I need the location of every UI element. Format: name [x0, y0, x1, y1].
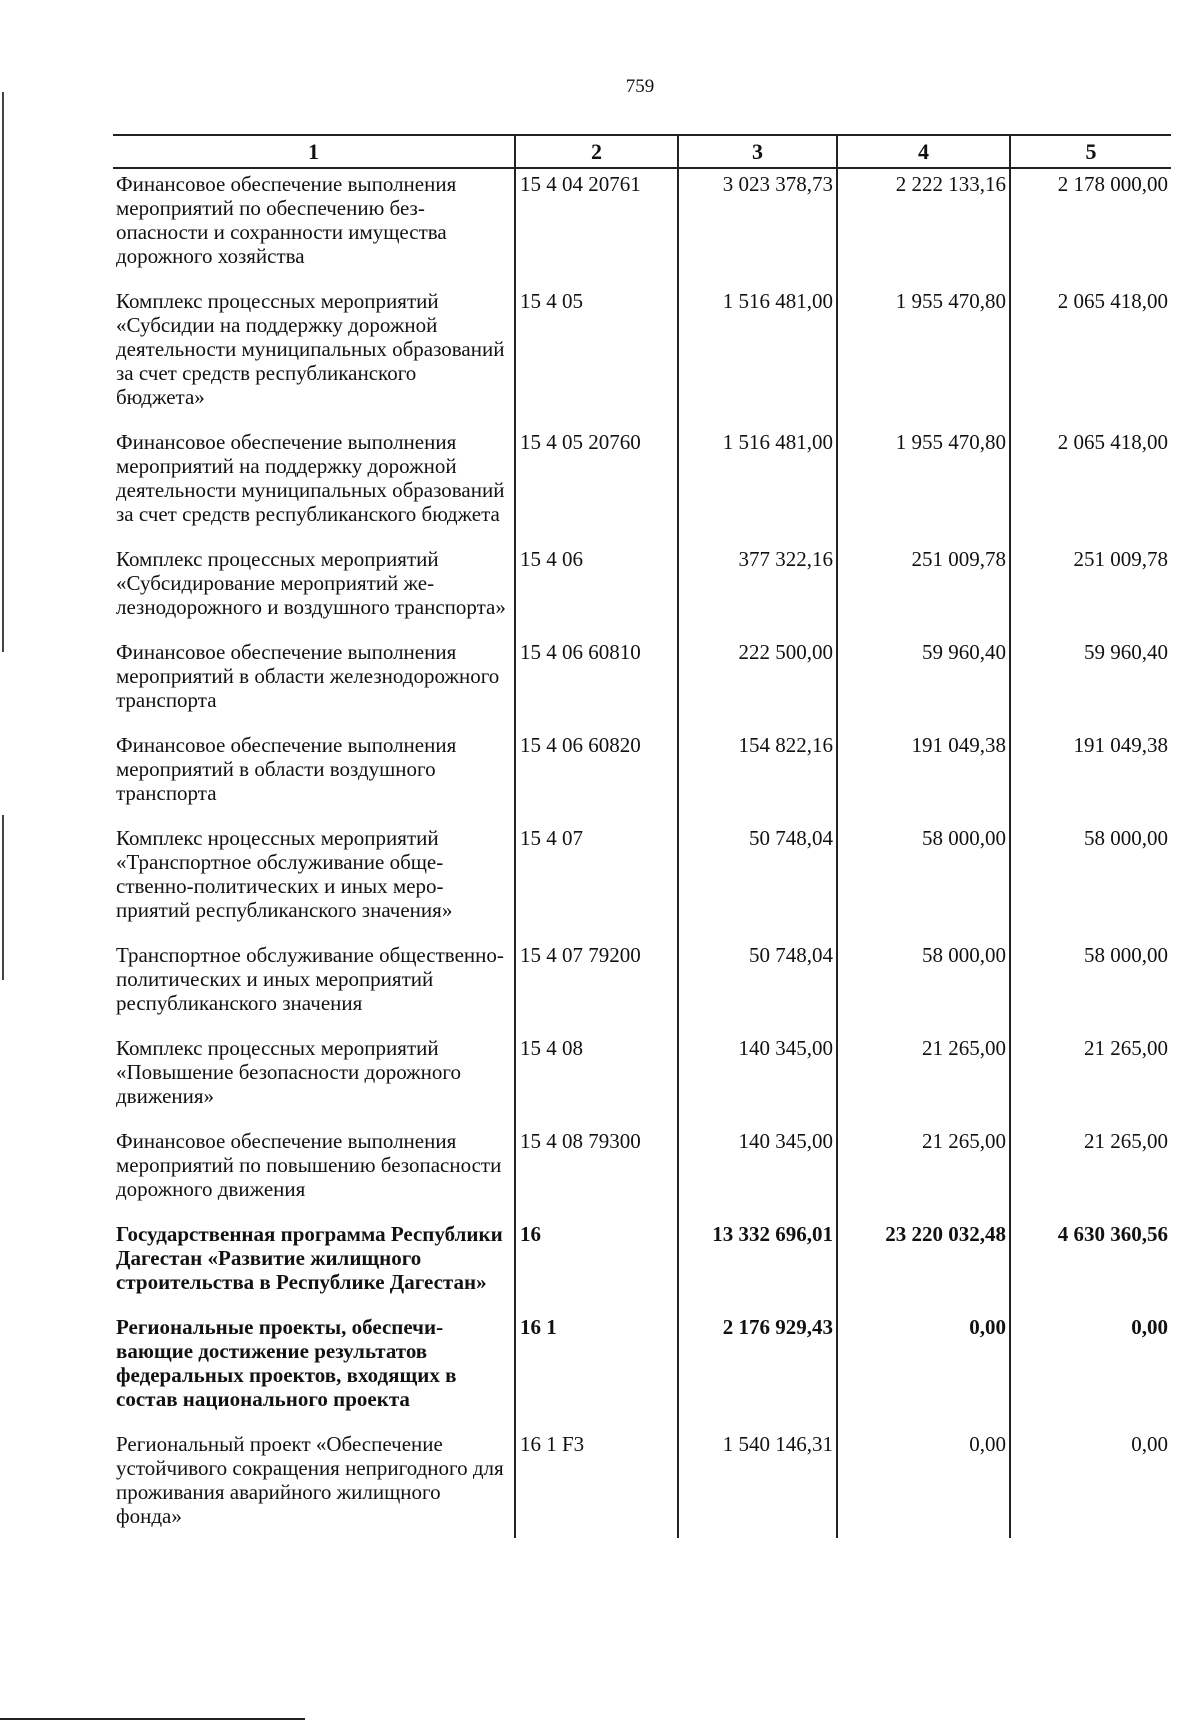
row-value-col3: 377 322,16 — [678, 544, 837, 637]
row-name-cell: Транспортное обслуживание общественно-политических и иных мероприятий республиканского значения — [116, 943, 504, 1015]
row-value-col5: 0,00 — [1010, 1312, 1171, 1429]
table-row — [113, 1126, 1171, 1219]
row-value-col5: 2 065 418,00 — [1010, 286, 1171, 427]
row-value-col3: 1 516 481,00 — [678, 286, 837, 427]
table-row — [113, 1429, 1171, 1538]
table-row — [113, 823, 1171, 940]
row-value-col5: 0,00 — [1010, 1429, 1171, 1538]
row-name-cell: Государственная программа Республики Дагестан «Развитие жилищного строительства в Республике Дагестан» — [116, 1222, 503, 1294]
budget-table — [113, 134, 1171, 1538]
row-value-col4: 2 222 133,16 — [837, 168, 1010, 286]
row-value-col4: 191 049,38 — [837, 730, 1010, 823]
column-header: 5 — [1010, 135, 1171, 168]
table-row — [113, 730, 1171, 823]
table-row — [113, 168, 1171, 286]
row-value-col3: 222 500,00 — [678, 637, 837, 730]
row-code-cell: 16 1 F3 — [515, 1429, 678, 1538]
row-value-col3: 50 748,04 — [678, 823, 837, 940]
row-name-cell: Финансовое обеспечение выполнения мероприятий на поддержку дорожной деятельности муниципальных образований за счет средств республиканского бюджета — [116, 430, 505, 526]
row-name-cell: Региональный проект «Обеспечение устойчивого сокращения непригодного для проживания аварийного жилищного фонда» — [116, 1432, 504, 1528]
row-code-cell: 15 4 08 79300 — [515, 1126, 678, 1219]
row-value-col5: 59 960,40 — [1010, 637, 1171, 730]
row-name-cell: Комплекс процессных мероприятий «Субсидии на поддержку дорожной деятельности муниципальных образований за счет средств республиканского бюджета» — [116, 289, 505, 409]
row-value-col3: 154 822,16 — [678, 730, 837, 823]
table-header-row — [113, 135, 1171, 168]
row-code-cell: 15 4 05 20760 — [515, 427, 678, 544]
row-value-col4: 59 960,40 — [837, 637, 1010, 730]
row-value-col3: 50 748,04 — [678, 940, 837, 1033]
table-row — [113, 286, 1171, 427]
row-name-cell: Финансовое обеспечение выполнения мероприятий по повышению безопасности дорожного движения — [116, 1129, 502, 1201]
row-value-col5: 58 000,00 — [1010, 940, 1171, 1033]
column-header: 4 — [837, 135, 1010, 168]
row-value-col5: 21 265,00 — [1010, 1126, 1171, 1219]
row-name-cell: Финансовое обеспечение выполнения мероприятий в области воздушного транспорта — [116, 733, 457, 805]
row-value-col4: 58 000,00 — [837, 940, 1010, 1033]
row-value-col4: 23 220 032,48 — [837, 1219, 1010, 1312]
table-row — [113, 1033, 1171, 1126]
column-header: 2 — [515, 135, 678, 168]
row-value-col3: 2 176 929,43 — [678, 1312, 837, 1429]
row-code-cell: 16 1 — [515, 1312, 678, 1429]
row-code-cell: 15 4 06 60810 — [515, 637, 678, 730]
row-value-col4: 0,00 — [837, 1312, 1010, 1429]
row-value-col3: 13 332 696,01 — [678, 1219, 837, 1312]
row-value-col5: 191 049,38 — [1010, 730, 1171, 823]
table-row — [113, 427, 1171, 544]
row-name-cell: Комплекс процессных мероприятий «Повышение безопасности дорожного движения» — [116, 1036, 462, 1108]
row-value-col5: 21 265,00 — [1010, 1033, 1171, 1126]
page-number: 759 — [625, 76, 655, 97]
row-value-col5: 4 630 360,56 — [1010, 1219, 1171, 1312]
table-row — [113, 940, 1171, 1033]
table-row — [113, 1219, 1171, 1312]
row-value-col4: 0,00 — [837, 1429, 1010, 1538]
row-code-cell: 15 4 04 20761 — [515, 168, 678, 286]
row-value-col3: 1 516 481,00 — [678, 427, 837, 544]
row-value-col5: 2 065 418,00 — [1010, 427, 1171, 544]
column-header: 1 — [113, 135, 515, 168]
row-name-cell: Комплекс процессных мероприятий «Субсидирование мероприятий железнодорожного и воздушного транспорта» — [116, 547, 506, 619]
row-name-cell: Финансовое обеспечение выполнения мероприятий по обеспечению безопасности и сохранности имущества дорожного хозяйства — [116, 172, 457, 268]
row-code-cell: 15 4 07 79200 — [515, 940, 678, 1033]
row-code-cell: 15 4 05 — [515, 286, 678, 427]
row-code-cell: 15 4 06 — [515, 544, 678, 637]
row-name-cell: Комплекс нроцессных мероприятий «Транспортное обслуживание общественно-политических и иных мероприятий республиканского значения» — [116, 826, 453, 922]
scan-edge-mark — [2, 815, 4, 980]
row-value-col4: 1 955 470,80 — [837, 427, 1010, 544]
row-value-col5: 2 178 000,00 — [1010, 168, 1171, 286]
footnote-rule — [0, 1718, 305, 1720]
row-value-col3: 3 023 378,73 — [678, 168, 837, 286]
scan-edge-mark — [2, 92, 4, 652]
row-value-col5: 251 009,78 — [1010, 544, 1171, 637]
row-value-col4: 21 265,00 — [837, 1126, 1010, 1219]
row-name-cell: Региональные проекты, обеспечивающие достижение результатов федеральных проектов, входящих в состав национального проекта — [116, 1315, 457, 1411]
row-value-col3: 140 345,00 — [678, 1126, 837, 1219]
row-value-col4: 251 009,78 — [837, 544, 1010, 637]
row-code-cell: 16 — [515, 1219, 678, 1312]
row-value-col3: 140 345,00 — [678, 1033, 837, 1126]
row-code-cell: 15 4 07 — [515, 823, 678, 940]
table-row — [113, 1312, 1171, 1429]
row-value-col5: 58 000,00 — [1010, 823, 1171, 940]
table-row — [113, 637, 1171, 730]
row-value-col4: 21 265,00 — [837, 1033, 1010, 1126]
row-code-cell: 15 4 08 — [515, 1033, 678, 1126]
row-code-cell: 15 4 06 60820 — [515, 730, 678, 823]
row-value-col4: 1 955 470,80 — [837, 286, 1010, 427]
column-header: 3 — [678, 135, 837, 168]
row-value-col3: 1 540 146,31 — [678, 1429, 837, 1538]
row-name-cell: Финансовое обеспечение выполнения мероприятий в области железнодорожного транспорта — [116, 640, 500, 712]
table-row — [113, 544, 1171, 637]
row-value-col4: 58 000,00 — [837, 823, 1010, 940]
